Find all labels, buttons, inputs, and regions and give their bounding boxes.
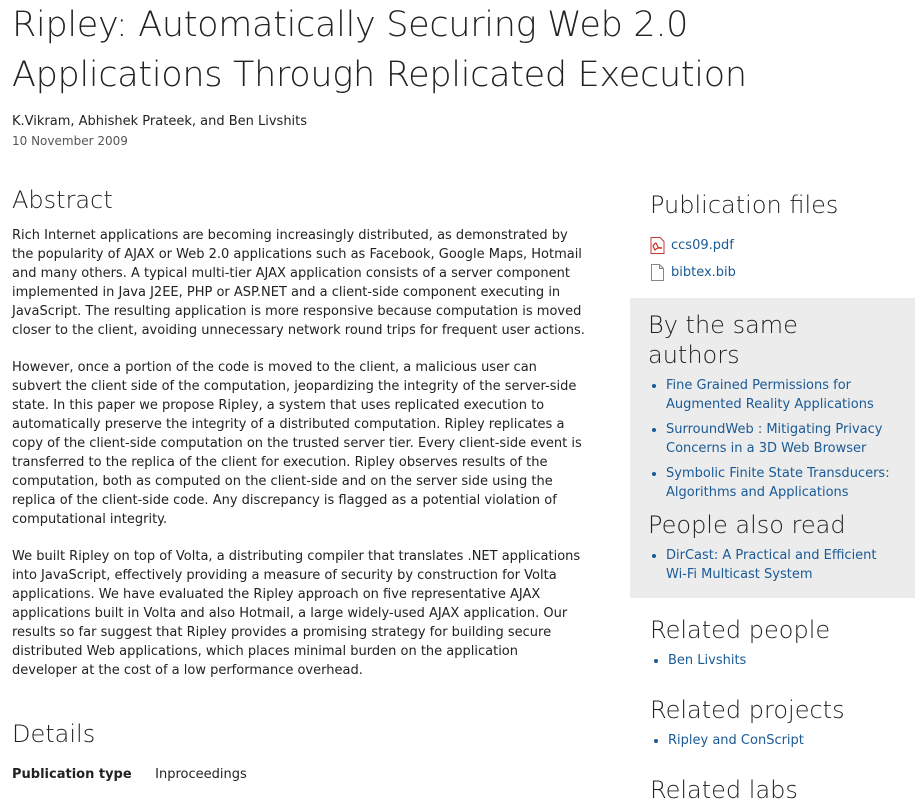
related-reading-panel <box>630 298 915 598</box>
publication-type-value: Inproceedings <box>155 767 247 782</box>
page-title: Ripley: Automatically Securing Web 2.0 Applications Through Replicated Execution <box>12 5 747 95</box>
abstract-paragraph-3: We built Ripley on top of Volta, a distributing compiler that translates .NET applications into JavaScript, effectively providing a measure of security by construction for Volta applications. We have evaluated the Ripley approach on five representative AJAX applications built in Volta and also Hotmail, a large widely-used AJAX application. Our results so far suggest that Ripley provides a promising strategy for building secure distributed Web applications, which places minimal burden on the application developer at the cost of a low performance overhead. <box>12 549 581 678</box>
people-also-read-heading: People also read <box>648 511 846 539</box>
related-people-list <box>650 651 915 670</box>
publication-files-section <box>630 190 915 286</box>
same-authors-link-2[interactable]: SurroundWeb : Mitigating Privacy Concerns in a 3D Web Browser <box>666 422 883 456</box>
list-item <box>666 376 897 414</box>
details-heading: Details <box>12 720 96 748</box>
related-project-link-1[interactable]: Ripley and ConScript <box>668 733 804 748</box>
list-item <box>666 420 897 458</box>
list-item <box>668 731 915 750</box>
file-link-bib[interactable]: bibtex.bib <box>671 265 736 280</box>
related-people-section <box>630 615 915 676</box>
same-authors-list <box>648 376 897 502</box>
same-authors-heading: By the same authors <box>648 311 798 369</box>
related-projects-heading: Related projects <box>650 696 845 724</box>
abstract-body <box>12 226 587 698</box>
related-people-heading: Related people <box>650 616 831 644</box>
list-item <box>666 546 897 584</box>
abstract-heading: Abstract <box>12 186 113 214</box>
related-projects-list <box>650 731 915 750</box>
related-person-link-1[interactable]: Ben Livshits <box>668 653 747 668</box>
file-item-pdf[interactable] <box>650 232 915 259</box>
document-icon <box>650 264 665 281</box>
list-item <box>666 464 897 502</box>
abstract-paragraph-2: However, once a portion of the code is moved to the client, a malicious user can subvert the client side of the computation, jeopardizing the integrity of the server-side state. In this paper we propose Ripley, a system that uses replicated execution to automatically preserve the integrity of a distributed computation. Ripley replicates a copy of the client-side computation on the trusted server tier. Every client-side event is transferred to the replica of the client for execution. Ripley observes results of the computation, both as computed on the client-side and on the server side using the replica of the client-side code. Any discrepancy is flagged as a potential violation of computational integrity. <box>12 360 582 527</box>
publication-files-heading: Publication files <box>650 191 839 219</box>
authors: K.Vikram, Abhishek Prateek, and Ben Livshits <box>12 114 308 129</box>
same-authors-link-1[interactable]: Fine Grained Permissions for Augmented Reality Applications <box>666 378 874 412</box>
related-projects-section <box>630 695 915 756</box>
file-item-bib[interactable] <box>650 259 915 286</box>
publication-date: 10 November 2009 <box>12 134 128 148</box>
people-also-read-link-1[interactable]: DirCast: A Practical and Efficient Wi-Fi Multicast System <box>666 548 877 582</box>
people-also-read-list <box>648 546 897 584</box>
related-labs-section <box>630 775 915 805</box>
pdf-file-icon <box>650 237 665 254</box>
list-item <box>668 651 915 670</box>
file-link-pdf[interactable]: ccs09.pdf <box>671 238 734 253</box>
related-labs-heading: Related labs <box>650 776 798 804</box>
publication-type-row <box>12 767 247 782</box>
abstract-paragraph-1: Rich Internet applications are becoming increasingly distributed, as demonstrated by the popularity of AJAX or Web 2.0 applications such as Facebook, Google Maps, Hotmail and many others. A typical multi-tier AJAX application consists of a server component implemented in Java J2EE, PHP or ASP.NET and a client-side component executing in JavaScript. The resulting application is more responsive because computation is moved closer to the client, avoiding unnecessary network round trips for frequent user actions. <box>12 228 585 338</box>
publication-type-label: Publication type <box>12 767 132 782</box>
same-authors-link-3[interactable]: Symbolic Finite State Transducers: Algorithms and Applications <box>666 466 890 500</box>
